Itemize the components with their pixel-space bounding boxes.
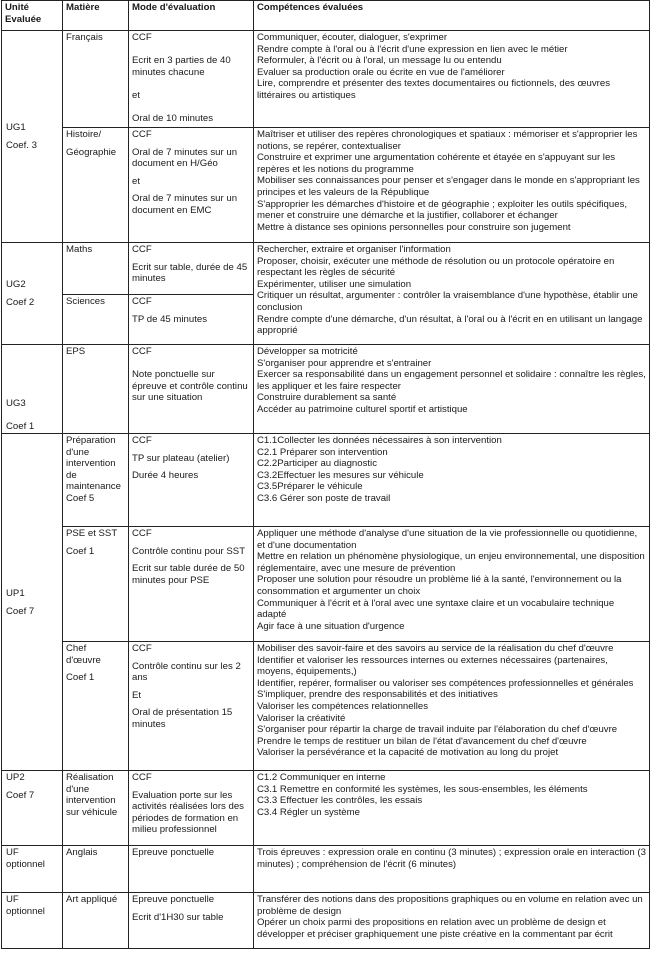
competence-item: Identifier, repérer, formaliser ou valoriser ses compétences professionnelles et générales [257,677,634,689]
unit-label: UG1 [6,122,26,134]
competence-item: Expérimenter, utiliser une simulation [257,278,412,290]
matiere-maths: Maths [63,243,129,295]
competences-realisation [254,771,650,846]
matiere-anglais: Anglais [63,846,129,893]
unit-uf-anglais [2,846,63,893]
competences-anglais [254,846,650,893]
competence-item: Lire, comprendre et présenter des textes documentaires ou fictionnels, des œuvres littéraires ou artistiques [257,78,611,101]
competence-item: S'organiser pour apprendre et s'entrainer [257,357,432,369]
table-row [2,31,650,128]
unit-ug2 [2,243,63,345]
mode-line: CCF [132,643,152,654]
competences-francais [254,31,650,128]
mode-line: et [132,89,141,101]
matiere-preparation [63,434,129,527]
mode-eps [129,345,254,434]
unit-up2 [2,771,63,846]
competences-ug2 [254,243,650,345]
unit-coef: Coef 7 [6,605,35,617]
table-row [2,434,650,527]
matiere-line: Chef [66,643,87,654]
table-row [2,128,650,243]
table-row [2,345,650,434]
unit-label: UF [6,847,19,858]
mode-line: Oral de 7 minutes sur un document en H/Géo [132,146,238,170]
unit-label: UP1 [6,587,25,599]
competence-item: Reformuler, à l'écrit ou à l'oral, un message lu ou entendu [257,55,502,67]
matiere-pse [63,527,129,642]
competences-pse [254,527,650,642]
unit-coef: Coef 7 [6,789,35,801]
competence-item: Rechercher, extraire et organiser l'information [257,244,451,255]
competences-histoire [254,128,650,243]
mode-line: Ecrit d'1H30 sur table [132,911,224,923]
unit-label: UF [6,894,19,905]
matiere-chef [63,642,129,771]
header-competences: Compétences évaluées [254,1,650,31]
table-row [2,893,650,949]
competence-item: S'impliquer, prendre des responsabilités et des initiatives [257,689,498,701]
competence-item: Transférer des notions dans des propositions graphiques ou en volume en relation avec un problème de design [257,894,643,917]
mode-line: Epreuve ponctuelle [132,894,215,905]
competence-item: Construire durablement sa santé [257,392,397,404]
table-row [2,527,650,642]
mode-line: CCF [132,129,152,140]
matiere-line: Géographie [66,146,117,158]
mode-line: et [132,175,141,187]
competence-item: Construire et exprimer une argumentation cohérente et étayée en s'appuyant sur les repères et les notions du programme [257,152,616,175]
competence-item: Opérer un choix parmi des propositions en relation avec un problème de design et développer et préciser graphiquement une piste créative en la commentant par écrit [257,917,613,940]
competence-item: Exercer sa responsabilité dans un engagement personnel et solidaire : connaître les règles, les appliquer et les faire respecter [257,369,646,392]
mode-line: CCF [132,346,152,357]
competence-item: Identifier et valoriser les ressources internes ou externes nécessaires (partenaires, moyens, équipements,) [257,654,608,678]
unit-label: UG3 [6,398,26,410]
mode-francais [129,31,254,128]
header-unite: Unité Evaluée [2,1,63,31]
competence-item: Appliquer une méthode d'analyse d'une situation de la vie professionnelle ou quotidienne, et d'une documentation [257,528,638,551]
competence-item: C2.1 Préparer son intervention [257,446,388,458]
competence-item: Communiquer à l'écrit et à l'oral avec une syntaxe claire et un vocabulaire technique adapté [257,597,615,621]
mode-line: Ecrit sur table, durée de 45 minutes [132,261,248,285]
competence-item: Prendre le temps de restituer un bilan de l'état d'avancement du chef d'œuvre [257,735,587,747]
competence-item: C3.4 Régler un système [257,806,360,818]
mode-pse [129,527,254,642]
mode-line: TP de 45 minutes [132,313,208,325]
unit-uf-art [2,893,63,949]
competences-preparation [254,434,650,527]
mode-line: Evaluation porte sur les activités réalisées lors des périodes de formation en milieu professionnel [132,789,244,836]
mode-line: Oral de 7 minutes sur un document en EMC [132,193,238,216]
competence-item: Evaluer sa production orale ou écrite en vue de l'améliorer [257,66,505,78]
unit-ug3 [2,345,63,434]
mode-sciences [129,295,254,345]
competences-art [254,893,650,949]
competence-item: Rendre compte à l'oral ou à l'écrit d'une expression en lien avec le métier [257,43,568,55]
competence-item: Mobiliser ses connaissances pour penser et s'engager dans le monde en s'appropriant les principes et les valeurs de la République [257,175,640,198]
mode-line: TP sur plateau (atelier) [132,452,230,464]
mode-chef [129,642,254,771]
unit-label: optionnel [6,905,45,917]
matiere-eps: EPS [63,345,129,434]
competence-item: S'organiser pour répartir la charge de travail induite par l'élaboration du chef d'œuvre [257,724,618,736]
unit-up1 [2,434,63,771]
unit-coef: Coef. 3 [6,140,37,151]
mode-line: Contrôle continu sur les 2 ans [132,660,241,684]
matiere-line: PSE et SST [66,528,118,539]
mode-line: CCF [132,244,152,255]
competence-item: C1.1Collecter les données nécessaires à son intervention [257,435,502,446]
unit-coef: Coef 1 [6,421,35,433]
table-row [2,642,650,771]
mode-histoire [129,128,254,243]
competence-item: Communiquer, écouter, dialoguer, s'exprimer [257,32,448,43]
competence-item: C3.1 Remettre en conformité les systèmes, les sous-ensembles, les éléments [257,783,588,795]
competence-item: C3.5Préparer le véhicule [257,481,363,493]
mode-line: Ecrit sur table durée de 50 minutes pour PSE [132,563,245,586]
matiere-line: Préparation d'une intervention de maintenance [66,435,121,493]
mode-line: CCF [132,296,152,307]
competence-item: S'approprier les démarches d'histoire et de géographie ; exploiter les outils spécifiques, mener et construire une démarche et la justifier, collaborer et échanger [257,198,628,222]
table-row [2,243,650,295]
evaluation-table [1,0,650,949]
competence-item: Développer sa motricité [257,346,358,357]
competence-item: C3.3 Effectuer les contrôles, les essais [257,795,423,807]
competence-item: Valoriser la persévérance et la capacité de motivation au long du projet [257,747,559,759]
table-row [2,771,650,846]
mode-line: CCF [132,772,152,783]
competence-item: Critiquer un résultat, argumenter : contrôler la vraisemblance d'une hypothèse, établir une conclusion [257,290,638,313]
matiere-sciences: Sciences [63,295,129,345]
matiere-coef: Coef 1 [66,545,95,557]
mode-line: Oral de 10 minutes [132,113,214,125]
matiere-francais: Français [63,31,129,128]
mode-line: Ecrit en 3 parties de 40 minutes chacune [132,55,231,78]
competence-item: Valoriser la créativité [257,712,346,724]
mode-line: CCF [132,32,152,43]
mode-line: CCF [132,435,152,446]
matiere-line: Histoire/ [66,129,102,140]
matiere-coef: Coef 1 [66,672,95,684]
mode-realisation [129,771,254,846]
unit-label: UP2 [6,772,25,783]
competence-item: Accéder au patrimoine culturel sportif et artistique [257,403,468,415]
competence-item: Proposer une solution pour résoudre un problème lié à la santé, l'environnement ou la consommation et argumenter un choix [257,574,622,597]
table-header-row [2,1,650,31]
competence-item: C3.6 Gérer son poste de travail [257,492,391,504]
competence-item: Mettre à distance ses opinions personnelles pour construire son jugement [257,221,571,233]
header-matiere: Matière [63,1,129,31]
mode-preparation [129,434,254,527]
competences-eps [254,345,650,434]
competence-item: Mobiliser des savoir-faire et des savoirs au service de la réalisation du chef d'œuvre [257,643,614,654]
competences-chef [254,642,650,771]
mode-line: Et [132,689,142,701]
mode-line: Note ponctuelle sur épreuve et contrôle continu sur une situation [132,369,248,404]
matiere-histoire [63,128,129,243]
unit-label: optionnel [6,858,45,870]
competence-item: C2.2Participer au diagnostic [257,458,377,470]
competence-item: Agir face à une situation d'urgence [257,620,405,632]
mode-line: CCF [132,528,152,539]
mode-art [129,893,254,949]
header-mode: Mode d'évaluation [129,1,254,31]
mode-line: Contrôle continu pour SST [132,545,246,557]
table-row [2,846,650,893]
mode-maths [129,243,254,295]
mode-line: Durée 4 heures [132,470,199,482]
matiere-realisation: Réalisation d'une intervention sur véhicule [63,771,129,846]
unit-label: UG2 [6,279,26,291]
matiere-line: d'œuvre [66,654,101,666]
competence-item: Maîtriser et utiliser des repères chronologiques et spatiaux : mémoriser et s'approprier les notions, se repérer, contextualiser [257,129,638,152]
matiere-art: Art appliqué [63,893,129,949]
competence-item: Rendre compte d'une démarche, d'un résultat, à l'oral ou à l'écrit en en utilisant un langage approprié [257,313,643,337]
competence-item: Trois épreuves : expression orale en continu (3 minutes) ; expression orale en interaction (3 minutes) ; compréhension de l'écrit (6 minutes) [257,847,646,870]
mode-anglais: Epreuve ponctuelle [129,846,254,893]
competence-item: C1.2 Communiquer en interne [257,772,386,783]
competence-item: C3.2Effectuer les mesures sur véhicule [257,469,424,481]
unit-ug1 [2,31,63,243]
unit-coef: Coef 2 [6,297,35,308]
competence-item: Mettre en relation un phénomène physiologique, un enjeu environnemental, une disposition réglementaire, avec une mesure de prévention [257,551,645,574]
matiere-coef: Coef 5 [66,492,95,504]
competence-item: Valoriser les compétences relationnelles [257,700,428,712]
competence-item: Proposer, choisir, exécuter une méthode de résolution ou un protocole opératoire en respectant les règles de sécurité [257,255,615,279]
mode-line: Oral de présentation 15 minutes [132,707,233,730]
